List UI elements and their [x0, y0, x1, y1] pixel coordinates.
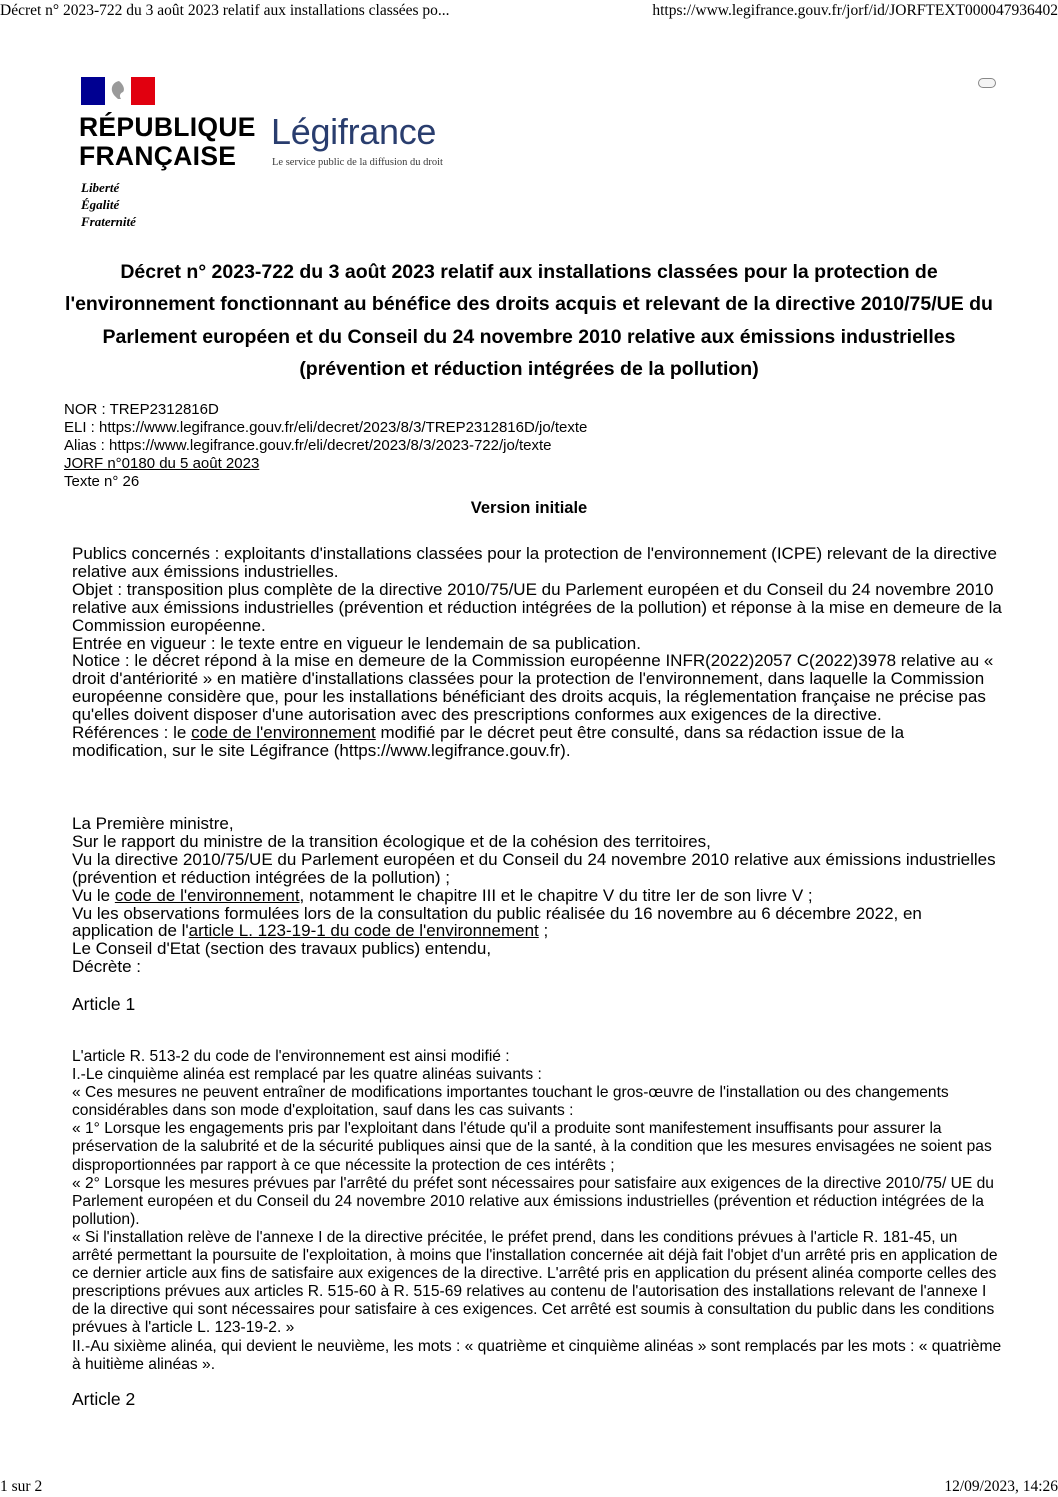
notice-objet: Objet : transposition plus complète de la directive 2010/75/UE du Parlement européen et du Conseil du 24 novembre 2010 relative aux émissions industrielles (prévention et réduction intégrées de la pollution) et réponse à la mise en demeure de la Commission européenne. — [72, 579, 1002, 635]
article-1-para: II.-Au sixième alinéa, qui devient le neuvième, les mots : « quatrième et cinquième alinéas » sont remplacés par les mots : « quatrième à huitième alinéas ». — [72, 1337, 1002, 1373]
nor-reference: NOR : TREP2312816D — [64, 401, 219, 418]
code-environnement-link[interactable]: code de l'environnement — [191, 723, 376, 743]
version-label: Version initiale — [470, 499, 588, 517]
legifrance-brand[interactable]: Légifrance — [271, 111, 437, 152]
notice-entree: Entrée en vigueur : le texte entre en vigueur le lendemain de sa publication. — [72, 633, 641, 653]
republique-line2: FRANÇAISE — [79, 141, 237, 171]
eli-link[interactable]: ELI : https://www.legifrance.gouv.fr/eli/decret/2023/8/3/TREP2312816D/jo/texte — [64, 419, 588, 436]
page-title: Décret n° 2023-722 du 3 août 2023 relatif aux installations classées pour la protection de l'environnement fonctionnant au bénéfice des droits acquis et relevant de la directive 2010/75/UE du Parlement européen et du Conseil du 24 novembre 2010 relative aux émissions industrielles (prévention et réduction intégrées de la pollution) — [65, 261, 993, 380]
notice-publics: Publics concernés : exploitants d'installations classées pour la protection de l'environnement (ICPE) relevant de la directive relative aux émissions industrielles. — [72, 544, 997, 581]
article-1-heading: Article 1 — [72, 994, 136, 1014]
jorf-link[interactable]: JORF n°0180 du 5 août 2023 — [64, 455, 260, 472]
notice-text: Notice : le décret répond à la mise en demeure de la Commission européenne INFR(2022)2057 C(2022)3978 relative au « droit d'antériorité » en matière d'installations classées pour la protection de l'environnement, dans laquelle la Commission européenne considère que, pour les installations bénéficiant des droits acquis, la réglementation française ne précise pas qu'elles doivent disposer d'une autorisation avec des prescriptions conformes aux exigences de la directive. — [72, 651, 994, 725]
republic-motto — [81, 179, 136, 230]
visa-observations: Vu les observations formulées lors de la consultation du public réalisée du 16 novembre au 6 décembre 2022, en application de l'article L. 123-19-1 du code de l'environnement ; — [72, 903, 922, 941]
notice-references: Références : le code de l'environnement modifié par le décret peut être consulté, dans sa rédaction issue de la modification, sur le site Légifrance (https://www.legifrance.gouv.fr). — [72, 723, 905, 760]
print-header-url: https://www.legifrance.gouv.fr/jorf/id/JORFTEXT000047936402 — [652, 2, 1058, 19]
legifrance-tagline: Le service public de la diffusion du droit — [272, 157, 443, 168]
visa-directive: Vu la directive 2010/75/UE du Parlement européen et du Conseil du 24 novembre 2010 relative aux émissions industrielles (prévention et réduction intégrées de la pollution) ; — [72, 849, 996, 887]
alias-link[interactable]: Alias : https://www.legifrance.gouv.fr/eli/decret/2023/8/3/2023-722/jo/texte — [64, 437, 552, 454]
toggle-pill-icon[interactable] — [978, 78, 996, 88]
republique-francaise-wordmark — [79, 113, 256, 171]
code-environnement-link-2[interactable]: code de l'environnement — [114, 885, 300, 905]
motto-liberte: Liberté — [81, 180, 120, 195]
print-header-title: Décret n° 2023-722 du 3 août 2023 relatif aux installations classées po... — [0, 2, 450, 19]
article-1-para: « 1° Lorsque les engagements pris par l'exploitant dans l'étude qu'il a produite sont manifestement insuffisants pour assurer la préservation de la salubrité et de la sécurité publiques ainsi que de la santé, à la condition que les mesures envisagées ne soient pas disproportionnées par rapport à ce que nécessite la protection de ces intérêts ; — [72, 1120, 992, 1174]
article-1-para: I.-Le cinquième alinéa est remplacé par les quatre alinéas suivants : — [72, 1066, 542, 1084]
article-1-body — [72, 1048, 1002, 1374]
texte-number: Texte n° 26 — [64, 473, 140, 490]
notice-block — [72, 545, 1002, 760]
visa-premiere-ministre: La Première ministre, — [72, 814, 234, 833]
visa-code: Vu le code de l'environnement, notamment le chapitre III et le chapitre V du titre Ier de son livre V ; — [72, 885, 813, 905]
visas-block — [72, 815, 1002, 976]
marianne-logo-icon — [81, 77, 155, 105]
article-1-para: « 2° Lorsque les mesures prévues par l'arrêté du préfet sont nécessaires pour satisfaire aux exigences de la directive 2010/75/ UE du Parlement européen et du Conseil du 24 novembre 2010 relative aux émissions industrielles (prévention et réduction intégrées de la pollution). — [72, 1174, 994, 1228]
visa-decrete: Décrète : — [72, 957, 141, 977]
motto-egalite: Égalité — [81, 197, 120, 212]
article-1-para: « Si l'installation relève de l'annexe I de la directive précitée, le préfet prend, dans les conditions prévues à l'article R. 181-45, un arrêté permettant la poursuite de l'exploitation, à moins que l'installation concernée ait déjà fait l'objet d'un arrêté pris en application de ce dernier article aux fins de satisfaire aux exigences de la directive. L'arrêté pris en application du présent alinéa comporte celles des prescriptions prévues aux articles R. 515-60 à R. 515-69 relatives au contenu de l'autorisation des installations relevant de l'annexe I de la directive qui sont nécessaires pour satisfaire à ces exigences. Cet arrêté est soumis à consultation du public dans les conditions prévues à l'article L. 123-19-2. » — [72, 1228, 998, 1337]
print-footer-page: 1 sur 2 — [0, 1478, 43, 1495]
visa-rapport: Sur le rapport du ministre de la transition écologique et de la cohésion des territoires, — [72, 831, 711, 851]
visa-conseil-etat: Le Conseil d'Etat (section des travaux publics) entendu, — [72, 939, 492, 959]
print-footer-datetime: 12/09/2023, 14:26 — [944, 1478, 1058, 1495]
article-l123-link[interactable]: article L. 123-19-1 du code de l'environnement — [188, 921, 539, 941]
article-1-para: « Ces mesures ne peuvent entraîner de modifications importantes touchant le gros-œuvre de l'installation ou des changements considérables dans son mode d'exploitation, sauf dans les cas suivants : — [72, 1084, 949, 1120]
motto-fraternite: Fraternité — [81, 214, 136, 229]
article-1-para: L'article R. 513-2 du code de l'environnement est ainsi modifié : — [72, 1048, 510, 1065]
article-2-heading: Article 2 — [72, 1389, 136, 1409]
republique-line1: RÉPUBLIQUE — [79, 112, 256, 142]
document-metadata — [64, 401, 587, 491]
